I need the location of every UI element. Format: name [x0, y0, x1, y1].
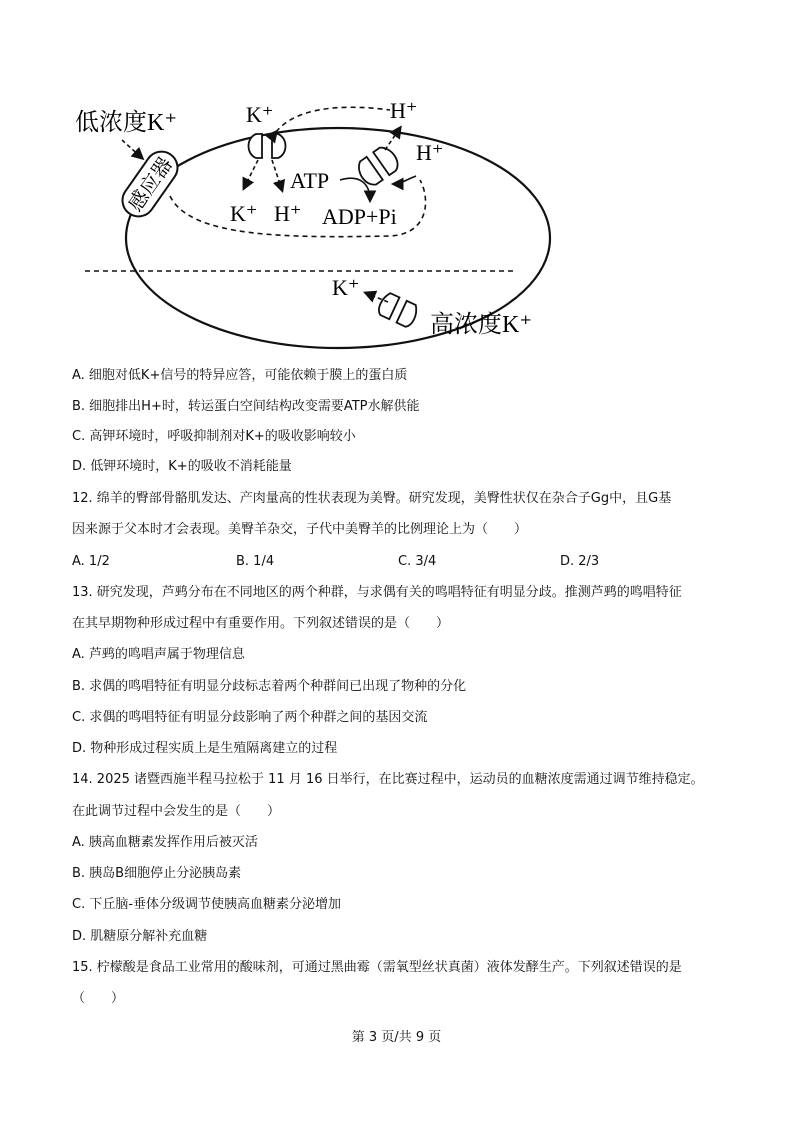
k-arrow-in	[244, 160, 258, 188]
q12-option-d: D. 2/3	[560, 554, 600, 569]
signal-arrow-low-k	[122, 140, 142, 158]
q14-option-d: D. 肌糖原分解补充血糖	[72, 929, 208, 944]
q12-option-b: B. 1/4	[236, 554, 275, 569]
k-top-label: K⁺	[246, 102, 274, 127]
atp-label: ATP	[290, 168, 330, 193]
sensor-label: 感应器	[124, 153, 178, 216]
q11-option-a: A. 细胞对低K+信号的特异应答，可能依赖于膜上的蛋白质	[72, 368, 408, 383]
page-footer: 第 3 页/共 9 页	[351, 1030, 442, 1045]
q14-stem-line-2: 在此调节过程中会发生的是（ ）	[72, 804, 281, 819]
q14-option-b: B. 胰岛B细胞停止分泌胰岛素	[72, 866, 242, 881]
high-k-label: 高浓度K⁺	[430, 312, 532, 338]
k-h-channel-protein	[249, 134, 286, 158]
q13-option-b: B. 求偶的鸣唱特征有明显分歧标志着两个种群间已出现了物种的分化	[72, 679, 467, 694]
k-inner-label: K⁺	[230, 201, 258, 226]
q11-option-c: C. 高钾环境时，呼吸抑制剂对K+的吸收影响较小	[72, 429, 356, 444]
q15-stem-line-2: （ ）	[72, 991, 125, 1006]
q15-stem-line-1: 15. 柠檬酸是食品工业常用的酸味剂，可通过黑曲霉（需氧型丝状真菌）液体发酵生产。下列叙述错误的是	[72, 960, 682, 975]
q13-stem-line-2: 在其早期物种形成过程中有重要作用。下列叙述错误的是（ ）	[72, 616, 450, 631]
q12-stem-line-1: 12. 绵羊的臀部骨骼肌发达、产肉量高的性状表现为美臀。研究发现，美臀性状仅在杂合子Gg中，且G基	[72, 491, 672, 506]
q14-stem-line-1: 14. 2025 诸暨西施半程马拉松于 11 月 16 日举行，在比赛过程中，运动员的血糖浓度需通过调节维持稳定。	[72, 772, 704, 787]
q14-option-c: C. 下丘脑-垂体分级调节使胰高血糖素分泌增加	[72, 897, 342, 912]
q13-option-d: D. 物种形成过程实质上是生殖隔离建立的过程	[72, 741, 338, 756]
k-channel-bottom	[376, 291, 420, 328]
q12-option-a: A. 1/2	[72, 554, 110, 569]
q11-option-b: B. 细胞排出H+时，转运蛋白空间结构改变需要ATP水解供能	[72, 399, 420, 414]
q14-option-a: A. 胰高血糖素发挥作用后被灭活	[72, 835, 258, 850]
q13-option-a: A. 芦鹀的鸣唱声属于物理信息	[72, 647, 245, 662]
h-in-pump-arrow	[394, 176, 416, 184]
adp-pi-label: ADP+Pi	[322, 204, 397, 229]
q12-option-c: C. 3/4	[398, 554, 437, 569]
q11-option-d: D. 低钾环境时，K+的吸收不消耗能量	[72, 459, 292, 474]
h-arrow-in	[272, 160, 282, 190]
low-k-label: 低浓度K⁺	[75, 110, 177, 136]
membrane-transport-diagram	[60, 88, 560, 358]
q13-stem-line-1: 13. 研究发现，芦鹀分布在不同地区的两个种群，与求偶有关的鸣唱特征有明显分歧。推测芦鹀的鸣唱特征	[72, 585, 682, 600]
k-bottom-label: K⁺	[332, 275, 360, 300]
q13-option-c: C. 求偶的鸣唱特征有明显分歧影响了两个种群之间的基因交流	[72, 710, 428, 725]
h-inner-label: H⁺	[274, 201, 302, 226]
h-top-label: H⁺	[390, 98, 418, 123]
h-right-label: H⁺	[416, 140, 444, 165]
q12-stem-line-2: 因来源于父本时才会表现。美臀羊杂交，子代中美臀羊的比例理论上为（ ）	[72, 522, 528, 537]
h-atpase-pump	[354, 143, 402, 188]
